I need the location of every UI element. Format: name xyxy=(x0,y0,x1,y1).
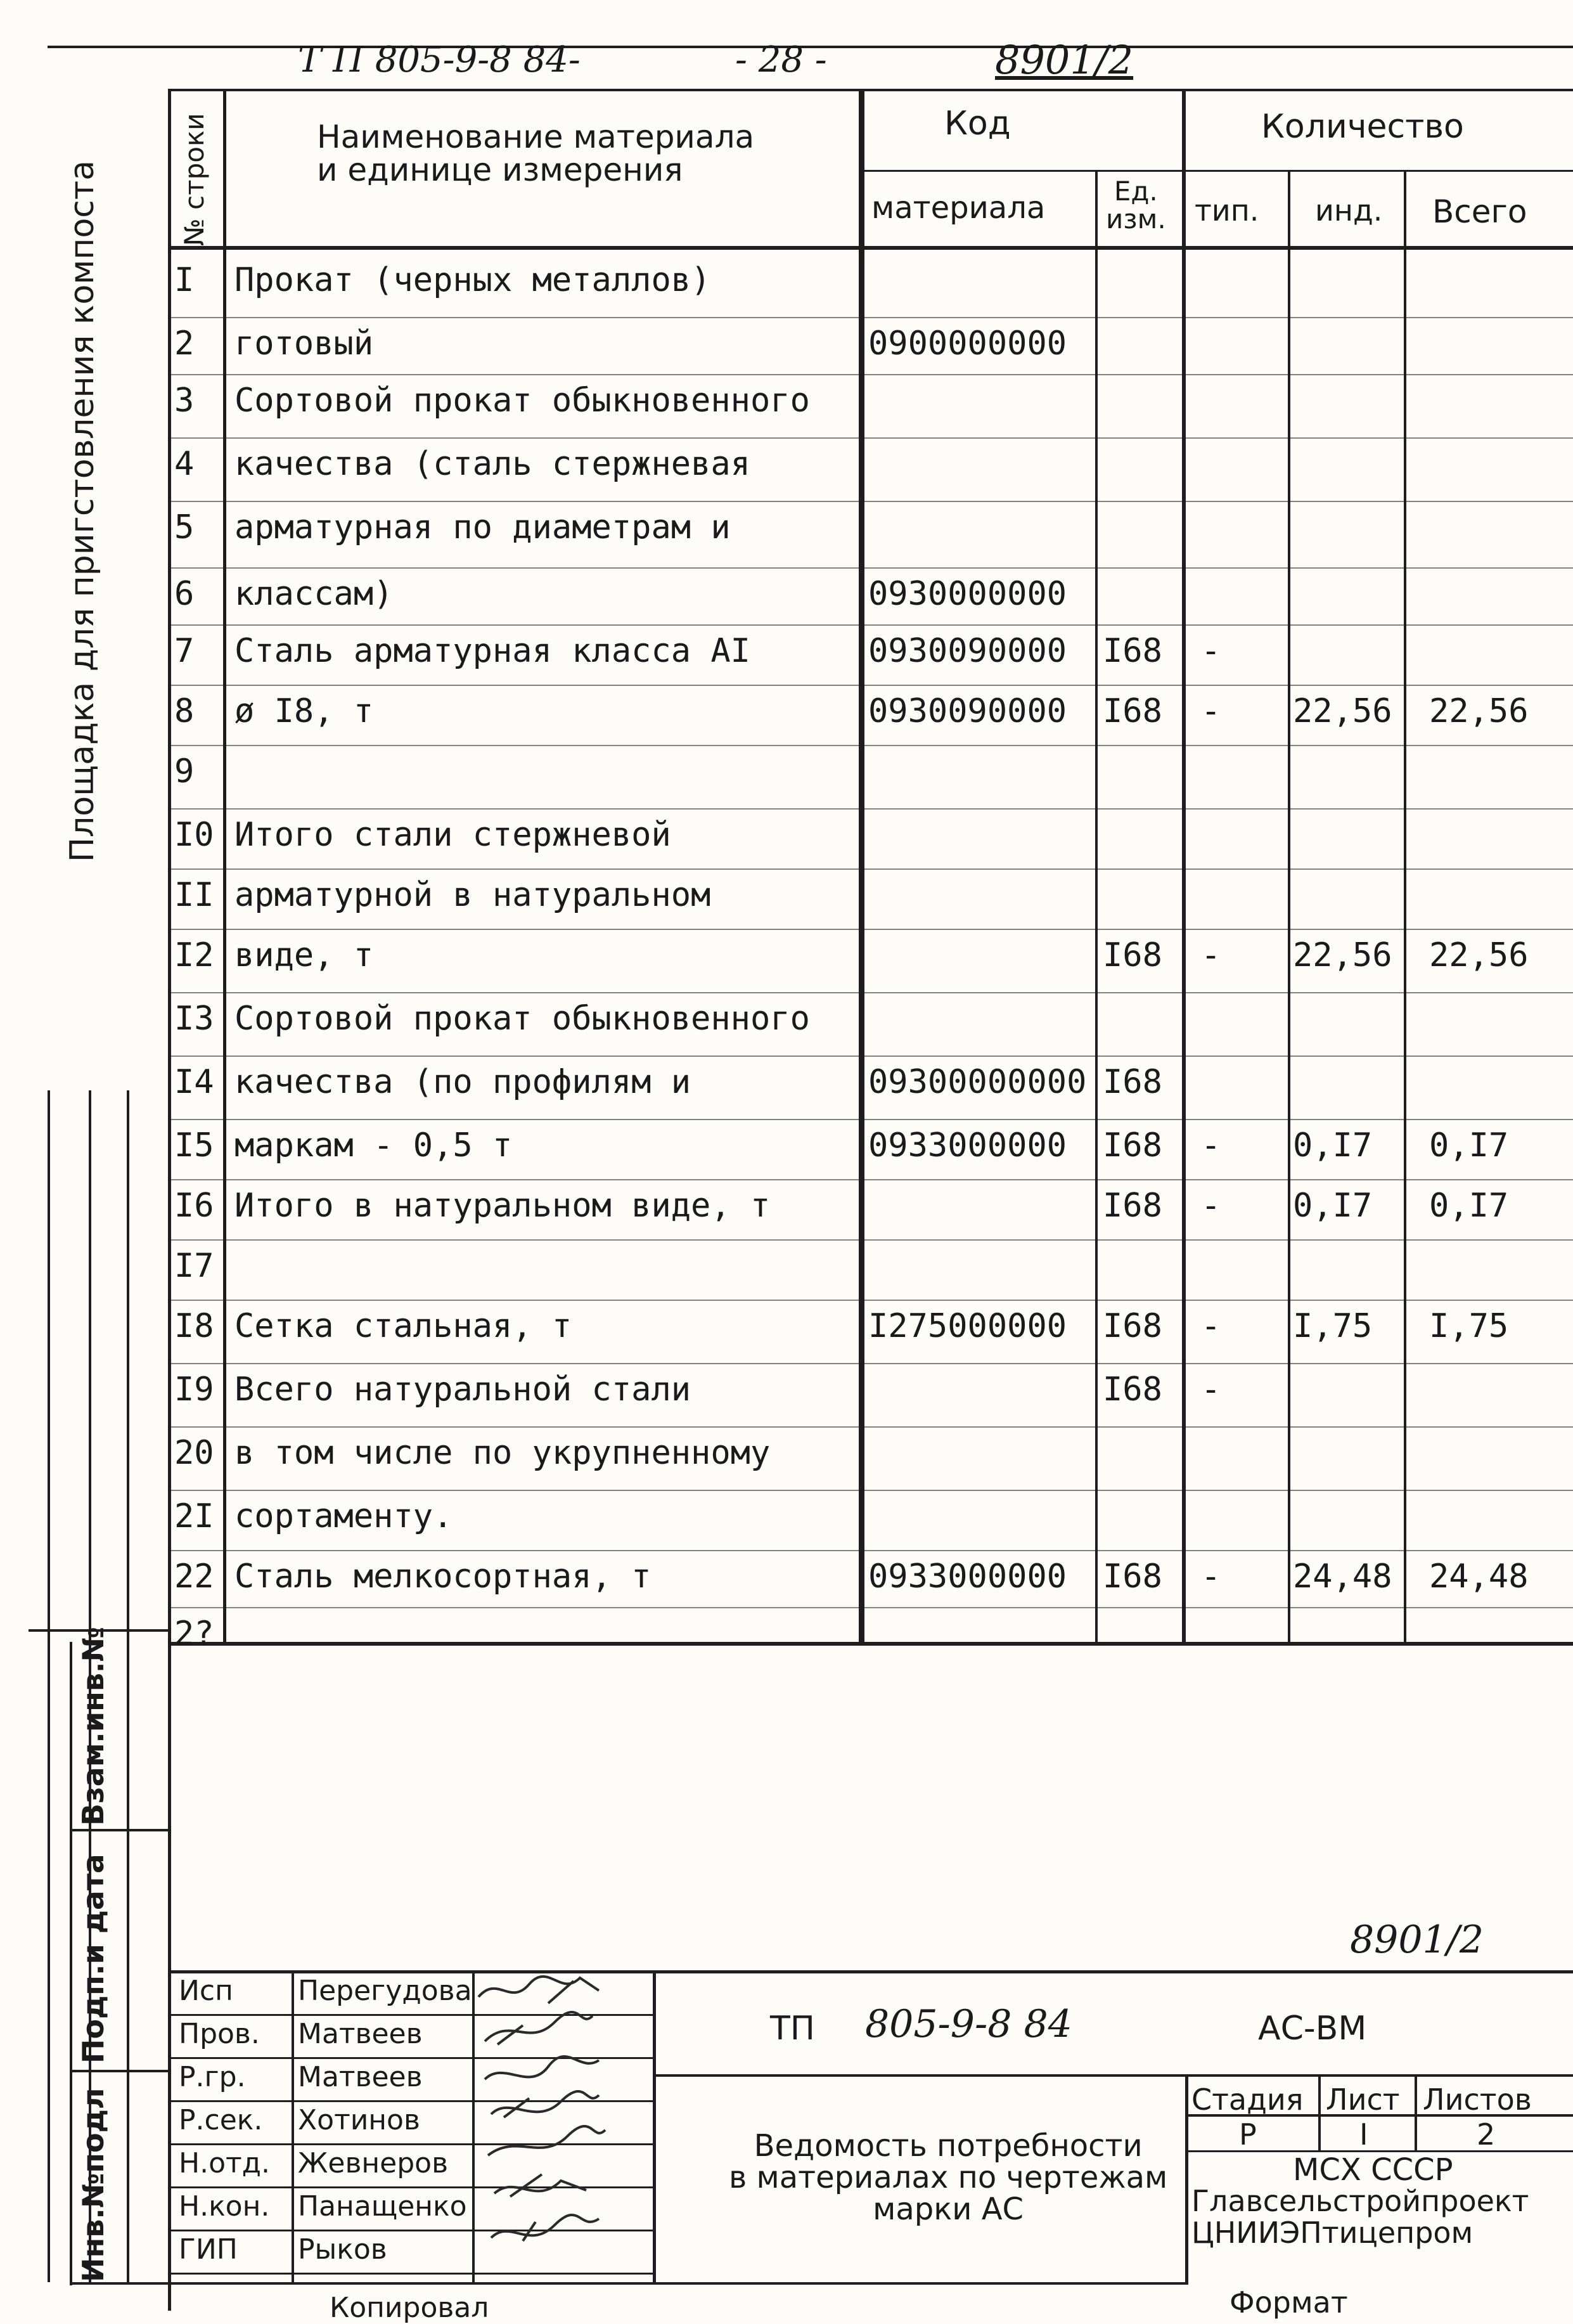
row-divider xyxy=(168,808,1573,810)
row-unit: I68 xyxy=(1103,936,1162,974)
row-name: ø I8, т xyxy=(234,692,374,730)
row-number: 6 xyxy=(174,575,195,613)
row-typ: - xyxy=(1201,1187,1221,1225)
row-number: I5 xyxy=(174,1126,214,1165)
row-unit: I68 xyxy=(1103,1187,1162,1225)
row-divider xyxy=(168,1119,1573,1120)
header-doc-ref: Т П 805-9-8 84- xyxy=(298,39,581,81)
header-doc-number: 8901/2 xyxy=(995,37,1134,83)
header-row-no: № строки xyxy=(179,113,210,246)
row-ind: 0,I7 xyxy=(1293,1126,1373,1165)
row-unit: I68 xyxy=(1103,1307,1162,1345)
titleblock-sheet-label: Лист xyxy=(1326,2082,1400,2117)
row-divider xyxy=(168,1363,1573,1364)
row-number: 7 xyxy=(174,632,195,670)
row-total: 24,48 xyxy=(1429,1558,1529,1596)
header-qty-typ: тип. xyxy=(1195,193,1259,228)
row-unit: I68 xyxy=(1103,1371,1162,1409)
signer-name: Жевнеров xyxy=(298,2147,449,2179)
row-divider xyxy=(168,1607,1573,1608)
titleblock-stage-label: Стадия xyxy=(1191,2082,1304,2117)
signer-name: Перегудова xyxy=(298,1975,472,2007)
row-typ: - xyxy=(1201,632,1221,670)
row-number: I8 xyxy=(174,1307,214,1345)
footer-copied: Копировал xyxy=(330,2292,489,2324)
titleblock-doc-number: 8901/2 xyxy=(1350,1918,1484,1962)
row-name: Сортовой прокат обыкновенного xyxy=(234,1000,810,1038)
row-number: I3 xyxy=(174,1000,214,1038)
row-code: 0933000000 xyxy=(868,1558,1067,1596)
row-number: I0 xyxy=(174,816,214,854)
row-unit: I68 xyxy=(1103,632,1162,670)
signatures-graphic xyxy=(472,1972,656,2282)
signer-name: Матвеев xyxy=(298,2061,423,2093)
header-code-unit: Ед. изм. xyxy=(1106,176,1166,235)
signer-role: Исп xyxy=(179,1975,233,2007)
row-divider xyxy=(168,437,1573,439)
titleblock-mark: АС-ВМ xyxy=(1258,2010,1367,2048)
row-ind: 22,56 xyxy=(1293,692,1392,730)
signer-role: Н.отд. xyxy=(179,2147,271,2179)
header-code: Код xyxy=(944,105,1011,143)
row-number: I4 xyxy=(174,1063,214,1101)
stamp-vzam: Взам.инв.№ xyxy=(76,1627,110,1826)
signer-name: Рыков xyxy=(298,2233,387,2266)
row-name: в том числе по укрупненному xyxy=(234,1434,771,1472)
row-number: 20 xyxy=(174,1434,214,1472)
row-number: I9 xyxy=(174,1371,214,1409)
row-number: 4 xyxy=(174,445,195,483)
row-number: 9 xyxy=(174,752,195,791)
row-total: 0,I7 xyxy=(1429,1126,1509,1165)
signer-role: Н.кон. xyxy=(179,2190,270,2223)
row-divider xyxy=(168,992,1573,993)
titleblock-sheets-label: Листов xyxy=(1423,2082,1532,2117)
row-name: Итого в натуральном виде, т xyxy=(234,1187,771,1225)
stamp-podp: Подп.и дата xyxy=(76,1854,110,2063)
row-code: I275000000 xyxy=(868,1307,1067,1345)
row-unit: I68 xyxy=(1103,1126,1162,1165)
row-divider xyxy=(168,685,1573,686)
row-code: 0930090000 xyxy=(868,692,1067,730)
row-name: классам) xyxy=(234,575,394,613)
row-unit: I68 xyxy=(1103,1558,1162,1596)
row-divider xyxy=(168,929,1573,930)
row-total: 22,56 xyxy=(1429,936,1529,974)
row-divider xyxy=(168,317,1573,318)
row-divider xyxy=(168,1055,1573,1057)
row-name: маркам - 0,5 т xyxy=(234,1126,513,1165)
titleblock-org1: МСХ СССР xyxy=(1293,2152,1453,2188)
row-typ: - xyxy=(1201,1371,1221,1409)
row-typ: - xyxy=(1201,1307,1221,1345)
stamp-inv: Инв.№подл xyxy=(76,2088,110,2282)
row-name: Итого стали стержневой xyxy=(234,816,671,854)
row-number: I6 xyxy=(174,1187,214,1225)
header-quantity: Количество xyxy=(1261,108,1464,146)
row-name: Сталь арматурная класса AI xyxy=(234,632,750,670)
header-name: Наименование материала и единице измерения xyxy=(317,119,755,188)
row-name: готовый xyxy=(234,325,374,363)
row-ind: 22,56 xyxy=(1293,936,1392,974)
row-typ: - xyxy=(1201,936,1221,974)
row-divider xyxy=(168,567,1573,569)
row-name: качества (сталь стержневая xyxy=(234,445,750,483)
row-code: 0930000000 xyxy=(868,575,1067,613)
row-divider xyxy=(168,374,1573,375)
row-divider xyxy=(168,1490,1573,1491)
side-title: Площадка для пригстовления компоста xyxy=(63,160,101,862)
row-divider xyxy=(168,1239,1573,1241)
titleblock-sheet: I xyxy=(1359,2117,1368,2152)
row-total: 22,56 xyxy=(1429,692,1529,730)
row-name: арматурной в натуральном xyxy=(234,876,711,914)
row-divider xyxy=(168,745,1573,746)
row-unit: I68 xyxy=(1103,1063,1162,1101)
titleblock-org2: Главсельстройпроект xyxy=(1191,2184,1529,2218)
header-code-material: материала xyxy=(871,190,1046,226)
row-total: I,75 xyxy=(1429,1307,1509,1345)
row-ind: I,75 xyxy=(1293,1307,1373,1345)
row-divider xyxy=(168,1300,1573,1301)
row-number: 2I xyxy=(174,1497,214,1535)
row-number: 22 xyxy=(174,1558,214,1596)
titleblock-doc-title: Ведомость потребности в материалах по чертежам марки АС xyxy=(729,2128,1168,2227)
header-qty-total: Всего xyxy=(1432,193,1527,230)
row-divider xyxy=(168,868,1573,870)
signer-name: Хотинов xyxy=(298,2104,420,2136)
row-name: Прокат (черных металлов) xyxy=(234,261,711,299)
footer-format: Формат xyxy=(1230,2285,1348,2320)
row-divider xyxy=(168,1426,1573,1428)
row-code: 0900000000 xyxy=(868,325,1067,363)
signer-role: Р.сек. xyxy=(179,2104,263,2136)
row-number: I2 xyxy=(174,936,214,974)
row-name: Сталь мелкосортная, т xyxy=(234,1558,652,1596)
signer-role: Р.гр. xyxy=(179,2061,246,2093)
row-name: Сортовой прокат обыкновенного xyxy=(234,382,810,420)
row-number: 5 xyxy=(174,508,195,546)
header-qty-ind: инд. xyxy=(1315,193,1383,228)
titleblock-org3: ЦНИИЭПтицепром xyxy=(1191,2216,1473,2250)
row-name: арматурная по диаметрам и xyxy=(234,508,731,546)
row-number: 2? xyxy=(174,1615,214,1653)
row-divider xyxy=(168,1179,1573,1180)
row-typ: - xyxy=(1201,1558,1221,1596)
titleblock-stage: Р xyxy=(1239,2117,1257,2152)
row-name: Всего натуральной стали xyxy=(234,1371,691,1409)
row-number: 8 xyxy=(174,692,195,730)
row-typ: - xyxy=(1201,1126,1221,1165)
row-name: виде, т xyxy=(234,936,374,974)
row-divider xyxy=(168,501,1573,502)
header-page-number: - 28 - xyxy=(735,39,827,81)
signer-role: Пров. xyxy=(179,2018,260,2050)
row-number: I7 xyxy=(174,1247,214,1285)
row-ind: 0,I7 xyxy=(1293,1187,1373,1225)
signer-name: Матвеев xyxy=(298,2018,423,2050)
row-number: II xyxy=(174,876,214,914)
row-name: сортаменту. xyxy=(234,1497,453,1535)
row-total: 0,I7 xyxy=(1429,1187,1509,1225)
row-code: 09300000000 xyxy=(868,1063,1087,1101)
row-number: I xyxy=(174,261,195,299)
titleblock-tp-code: 805-9-8 84 xyxy=(865,2002,1072,2046)
row-ind: 24,48 xyxy=(1293,1558,1392,1596)
row-code: 0930090000 xyxy=(868,632,1067,670)
row-number: 3 xyxy=(174,382,195,420)
row-number: 2 xyxy=(174,325,195,363)
row-divider xyxy=(168,624,1573,626)
signer-name: Панащенко xyxy=(298,2190,467,2223)
row-typ: - xyxy=(1201,692,1221,730)
row-divider xyxy=(168,1550,1573,1551)
titleblock-tp-label: ТП xyxy=(770,2010,815,2048)
row-name: качества (по профилям и xyxy=(234,1063,691,1101)
row-unit: I68 xyxy=(1103,692,1162,730)
signer-role: ГИП xyxy=(179,2233,238,2266)
titleblock-sheets: 2 xyxy=(1477,2117,1496,2152)
row-code: 0933000000 xyxy=(868,1126,1067,1165)
row-name: Сетка стальная, т xyxy=(234,1307,572,1345)
